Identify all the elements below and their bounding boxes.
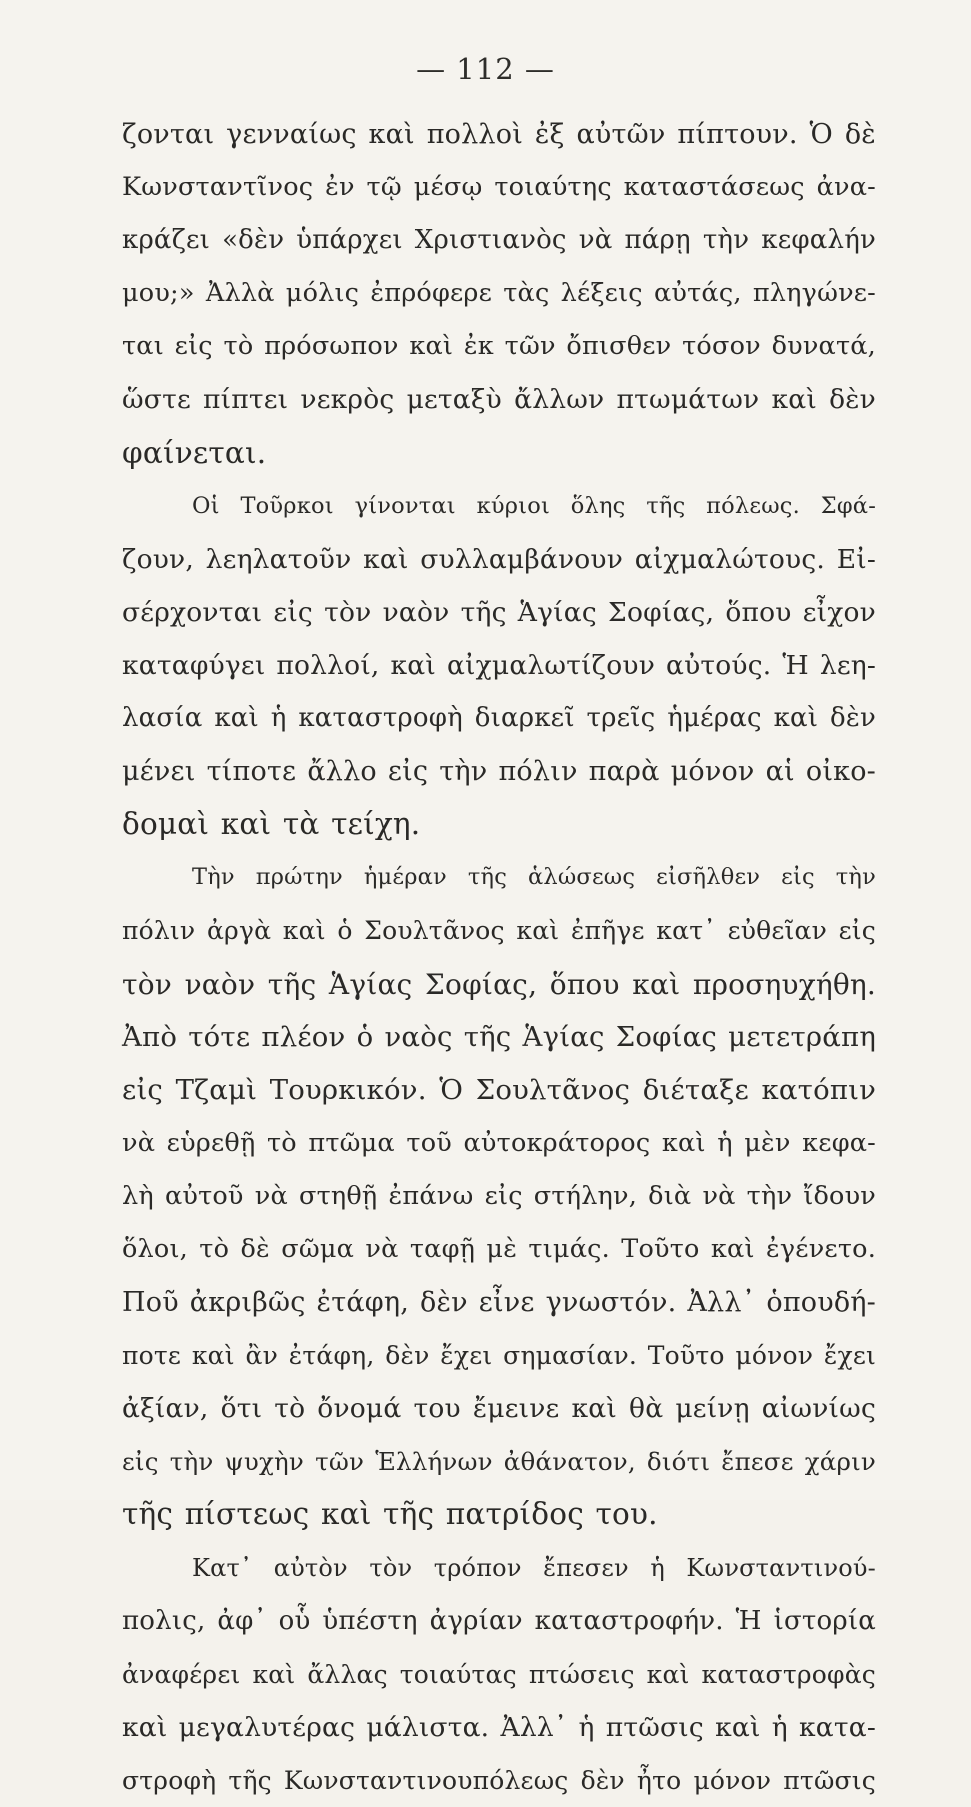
- text-line: ἀξίαν, ὅτι τὸ ὄνομά του ἔμεινε καὶ θὰ μείνῃ αἰωνίως: [122, 1393, 876, 1425]
- text-line: μου;» Ἀλλὰ μόλις ἐπρόφερε τὰς λέξεις αὐτάς, πληγώνε-: [122, 278, 876, 309]
- text-line: καὶ μεγαλυτέρας μάλιστα. Ἀλλ᾽ ἡ πτῶσις καὶ ἡ κατα-: [122, 1711, 876, 1743]
- text-line: καταφύγει πολλοί, καὶ αἰχμαλωτίζουν αὐτούς. Ἡ λεη-: [122, 649, 876, 681]
- text-line: ὅλοι, τὸ δὲ σῶμα νὰ ταφῇ μὲ τιμάς. Τοῦτο καὶ ἐγένετο.: [122, 1233, 876, 1264]
- text-line: Κωνσταντῖνος ἐν τῷ μέσῳ τοιαύτης καταστάσεως ἀνα-: [122, 172, 876, 203]
- text-line: ἀναφέρει καὶ ἄλλας τοιαύτας πτώσεις καὶ καταστροφὰς: [122, 1659, 876, 1689]
- text-line: εἰς τὴν ψυχὴν τῶν Ἑλλήνων ἀθάνατον, διότι ἔπεσε χάριν: [122, 1447, 876, 1477]
- text-line: λασία καὶ ἡ καταστροφὴ διαρκεῖ τρεῖς ἡμέρας καὶ δὲν: [122, 703, 876, 734]
- text-line: δομαὶ καὶ τὰ τείχη.: [122, 807, 421, 842]
- text-line: Οἱ Τοῦρκοι γίνονται κύριοι ὅλης τῆς πόλεως. Σφά-: [192, 492, 876, 519]
- page-number: — 112 —: [416, 52, 555, 86]
- text-line: ποτε καὶ ἂν ἐτάφη, δὲν ἔχει σημασίαν. Τοῦτο μόνον ἔχει: [122, 1341, 876, 1371]
- text-line: πόλιν ἀργὰ καὶ ὁ Σουλτᾶνος καὶ ἐπῆγε κατ᾽ εὐθεῖαν εἰς: [122, 916, 876, 946]
- text-line: τῆς πίστεως καὶ τῆς πατρίδος του.: [122, 1497, 658, 1532]
- text-line: Κατ᾽ αὐτὸν τὸν τρόπον ἔπεσεν ἡ Κωνσταντινού-: [192, 1553, 876, 1582]
- text-line: ὥστε πίπτει νεκρὸς μεταξὺ ἄλλων πτωμάτων καὶ δὲν: [122, 384, 876, 416]
- text-line: ζονται γενναίως καὶ πολλοὶ ἐξ αὐτῶν πίπτουν. Ὁ δὲ: [122, 119, 876, 150]
- text-line: σέρχονται εἰς τὸν ναὸν τῆς Ἁγίας Σοφίας, ὅπου εἶχον: [122, 596, 876, 628]
- text-line: Ποῦ ἀκριβῶς ἐτάφη, δὲν εἶνε γνωστόν. Ἀλλ᾽ ὁπουδή-: [122, 1287, 876, 1319]
- text-line: φαίνεται.: [122, 435, 267, 470]
- text-line: στροφὴ τῆς Κωνσταντινουπόλεως δὲν ἦτο μόνον πτῶσις: [122, 1765, 876, 1795]
- body-text: [122, 108, 876, 1807]
- text-line: τὸν ναὸν τῆς Ἁγίας Σοφίας, ὅπου καὶ προσηυχήθη.: [122, 967, 876, 1001]
- text-line: εἰς Τζαμὶ Τουρκικόν. Ὁ Σουλτᾶνος διέταξε κατόπιν: [122, 1073, 876, 1106]
- text-line: Τὴν πρώτην ἡμέραν τῆς ἁλώσεως εἰσῆλθεν εἰς τὴν: [192, 864, 876, 891]
- text-line: ται εἰς τὸ πρόσωπον καὶ ἐκ τῶν ὄπισθεν τόσον δυνατά,: [122, 331, 876, 362]
- text-line: μένει τίποτε ἄλλο εἰς τὴν πόλιν παρὰ μόνον αἱ οἰκο-: [122, 756, 876, 788]
- text-line: νὰ εὑρεθῇ τὸ πτῶμα τοῦ αὐτοκράτορος καὶ ἡ μὲν κεφα-: [122, 1127, 876, 1158]
- text-line: λὴ αὐτοῦ νὰ στηθῇ ἐπάνω εἰς στήλην, διὰ νὰ τὴν ἴδουν: [122, 1180, 876, 1211]
- text-line: κράζει «δὲν ὑπάρχει Χριστιανὸς νὰ πάρῃ τὴν κεφαλήν: [122, 225, 876, 256]
- text-line: ζουν, λεηλατοῦν καὶ συλλαμβάνουν αἰχμαλώτους. Εἰ-: [122, 543, 876, 575]
- text-line: Ἀπὸ τότε πλέον ὁ ναὸς τῆς Ἁγίας Σοφίας μετετράπη: [122, 1020, 876, 1053]
- text-line: πολις, ἀφ᾽ οὗ ὑπέστη ἀγρίαν καταστροφήν. Ἡ ἱστορία: [122, 1605, 876, 1636]
